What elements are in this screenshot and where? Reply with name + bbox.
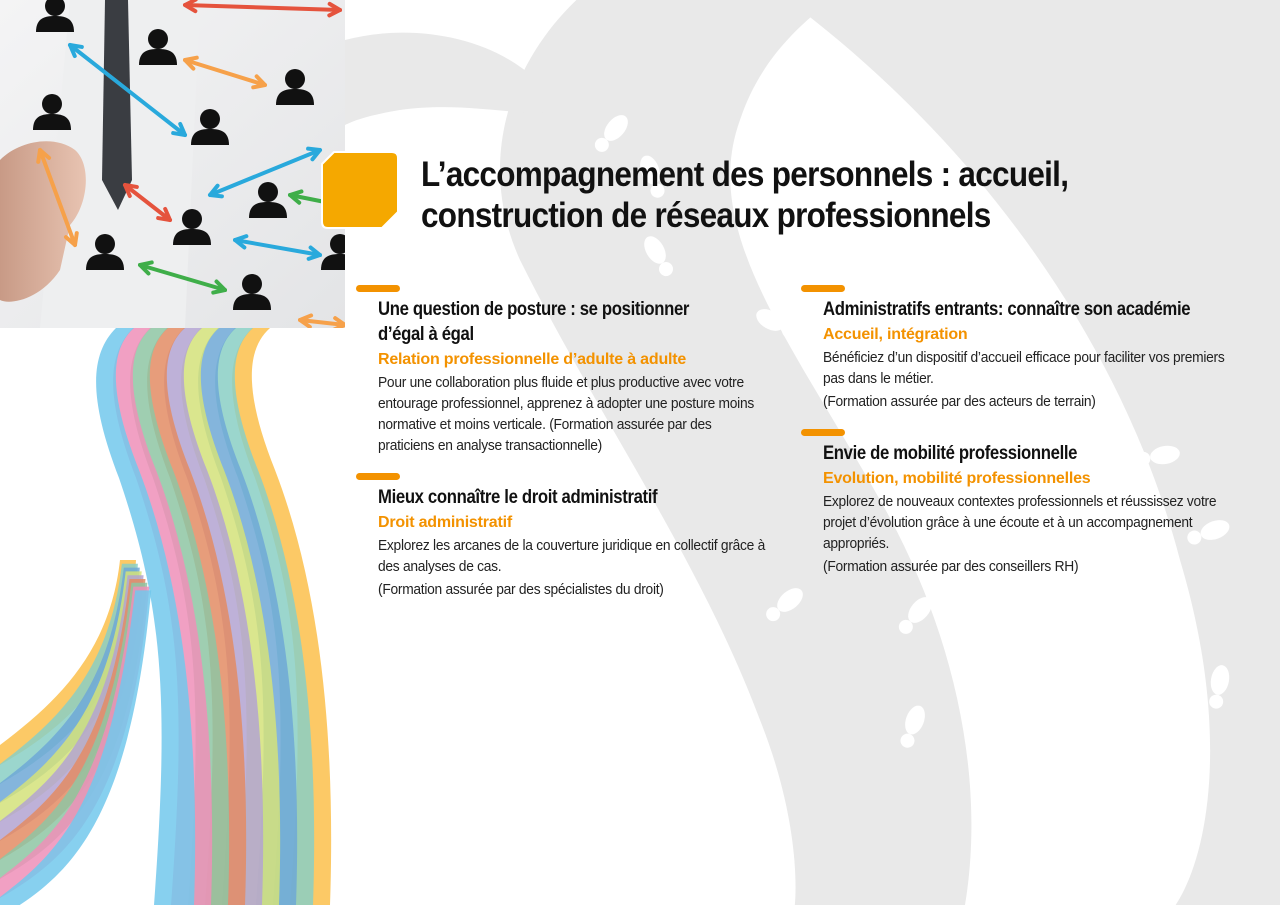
section-accent-bar [356,473,400,480]
orange-square-badge-icon [320,150,400,230]
gray-swirl-band [345,33,560,125]
section-heading: Mieux connaître le droit administratif [378,487,658,508]
section-credit: (Formation assurée par des conseillers RH) [823,558,1079,575]
section-posture [378,297,768,456]
section-mobilite [823,441,1233,578]
section-accent-bar [801,429,845,436]
section-accent-bar [356,285,400,292]
section-subheading: Relation professionnelle d’adulte à adulte [378,351,687,368]
section-administratifs-entrants [823,297,1233,413]
section-subheading: Droit administratif [378,514,512,531]
hero-photo [0,0,345,328]
section-accent-bar [801,285,845,292]
section-body: Pour une collaboration plus fluide et plus productive avec votre entourage professionnel, apprenez à adopter une posture moins normative et moins verticale. (Formation assurée par des praticiens en analyse transactionnelle) [378,374,754,454]
section-body: Bénéficiez d’un dispositif d’accueil efficace pour faciliter vos premiers pas dans le métier. [823,349,1225,387]
section-subheading: Evolution, mobilité professionnelles [823,470,1091,487]
section-body: Explorez de nouveaux contextes professionnels et réussissez votre projet d’évolution grâce à une écoute et à un accompagnement appropriés. [823,493,1217,552]
section-heading: Envie de mobilité professionnelle [823,443,1078,464]
section-credit: (Formation assurée par des spécialistes du droit) [378,581,664,598]
tie-shape [102,0,132,210]
rainbow-stripes [0,328,331,905]
section-credit: (Formation assurée par des acteurs de terrain) [823,393,1096,410]
section-heading: Une question de posture : se positionner d’égal à égal [378,299,690,345]
section-heading: Administratifs entrants: connaître son académie [823,299,1191,320]
page-title: L’accompagnement des personnels : accueil, construction de réseaux professionnels [421,155,1069,235]
section-droit-administratif [378,485,768,601]
section-body: Explorez les arcanes de la couverture juridique en collectif grâce à des analyses de cas. [378,537,766,575]
footprint-icon [1024,664,1049,710]
footprint-icon [1105,754,1127,799]
section-subheading: Accueil, intégration [823,326,968,343]
